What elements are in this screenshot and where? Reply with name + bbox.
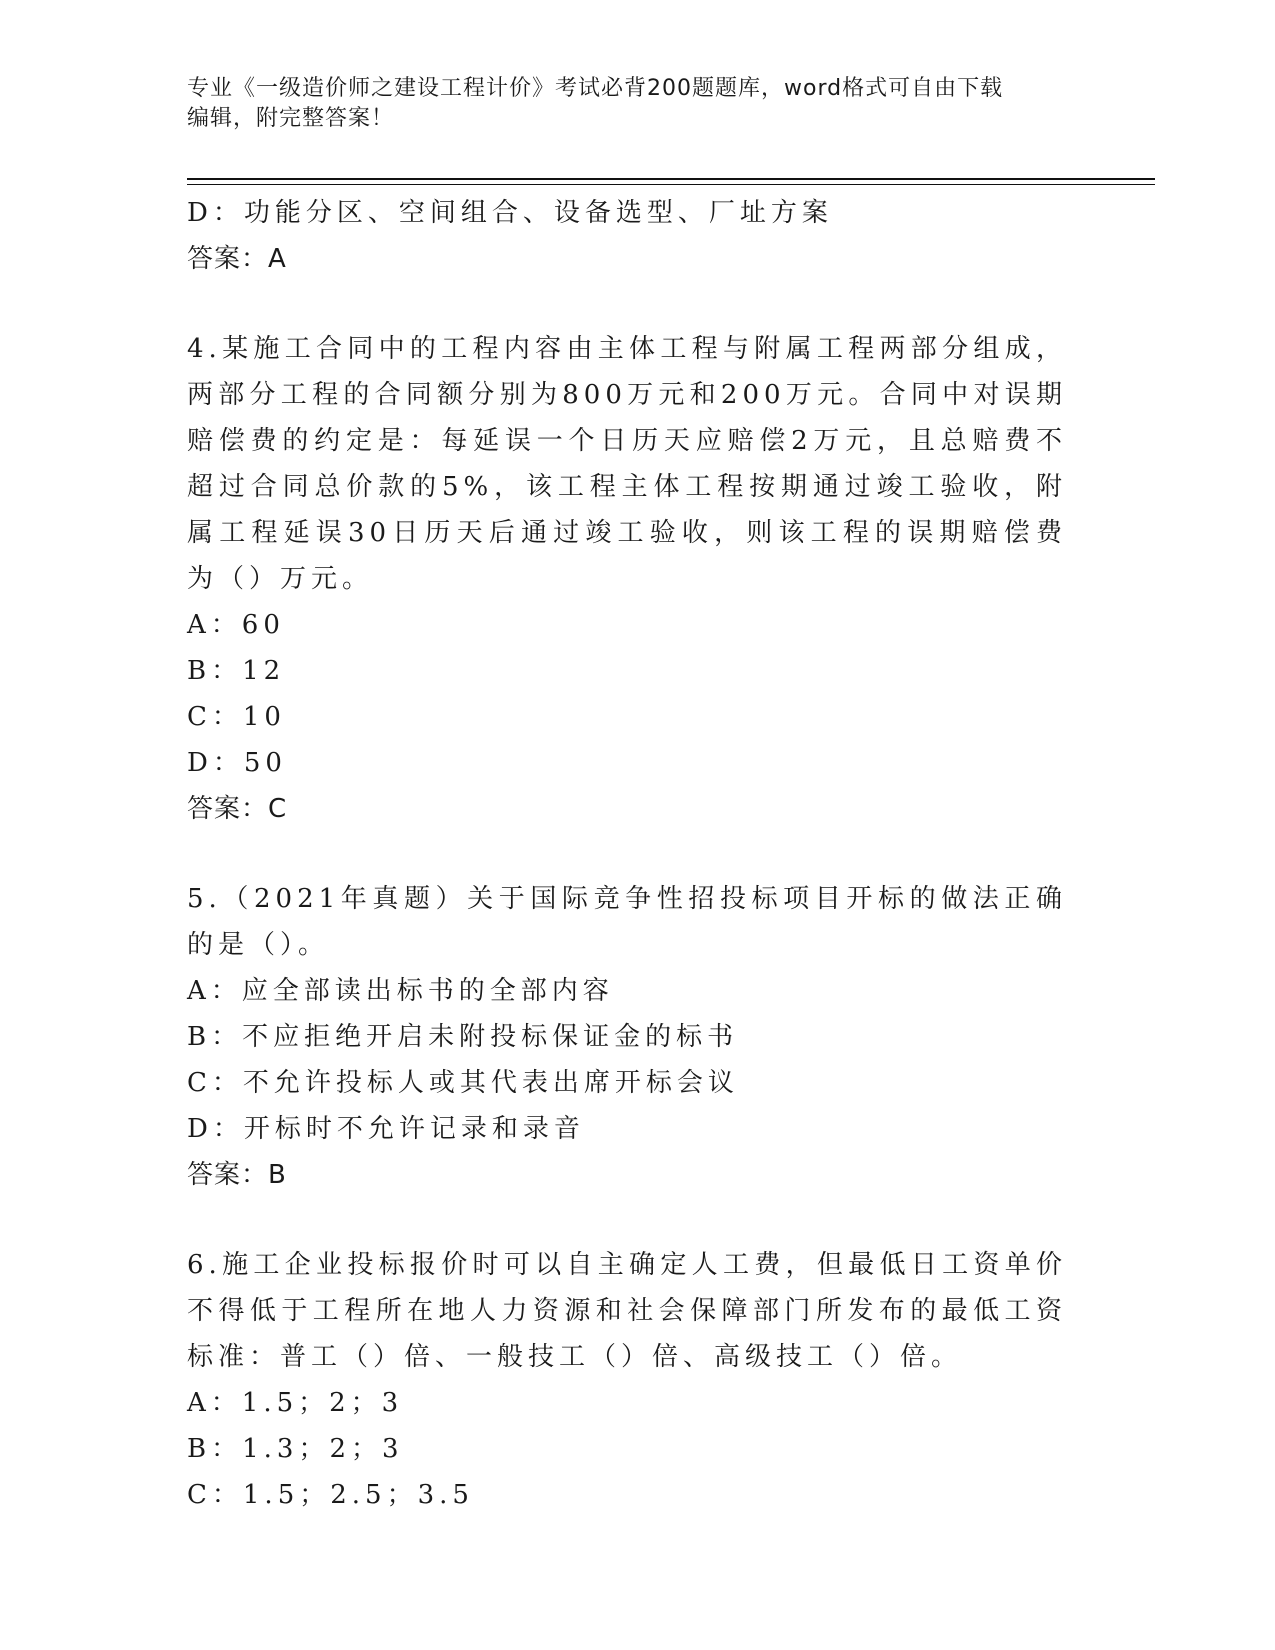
option-a: A：应全部读出标书的全部内容 <box>187 976 614 1006</box>
question-4 <box>187 326 1067 832</box>
question-3-continued <box>187 190 1067 282</box>
question-stem: 6.施工企业投标报价时可以自主确定人工费，但最低日工资单价不得低于工程所在地人力资源和社会保障部门所发布的最低工资标准：普工（）倍、一般技工（）倍、高级技工（）倍。 <box>187 1250 1067 1372</box>
option-c: C：不允许投标人或其代表出席开标会议 <box>187 1068 739 1098</box>
option-a: A：1.5；2；3 <box>187 1388 404 1418</box>
option-a: A：60 <box>187 610 285 640</box>
option-b: B：1.3；2；3 <box>187 1434 404 1464</box>
answer-line: 答案：B <box>187 1160 287 1190</box>
header-divider-thin <box>187 184 1155 185</box>
answer-line: 答案：A <box>187 244 287 274</box>
option-c: C：10 <box>187 702 286 732</box>
question-5 <box>187 876 1067 1198</box>
option-b: B：12 <box>187 656 286 686</box>
question-6 <box>187 1242 1067 1518</box>
question-stem: 4.某施工合同中的工程内容由主体工程与附属工程两部分组成，两部分工程的合同额分别为800万元和200万元。合同中对误期赔偿费的约定是：每延误一个日历天应赔偿2万元，且总赔费不超过合同总价款的5%，该工程主体工程按期通过竣工验收，附属工程延误30日历天后通过竣工验收，则该工程的误期赔偿费为（）万元。 <box>187 334 1067 594</box>
question-stem: 5.（2021年真题）关于国际竞争性招投标项目开标的做法正确的是（）。 <box>187 884 1067 960</box>
option-d: D：开标时不允许记录和录音 <box>187 1114 585 1144</box>
option-d: D：50 <box>187 748 287 778</box>
document-header <box>187 74 1067 134</box>
option-d: D：功能分区、空间组合、设备选型、厂址方案 <box>187 198 833 228</box>
option-c: C：1.5；2.5；3.5 <box>187 1480 474 1510</box>
header-divider-thick <box>187 178 1155 180</box>
answer-line: 答案：C <box>187 794 288 824</box>
header-line-2: 编辑，附完整答案！ <box>187 106 395 131</box>
option-b: B：不应拒绝开启未附投标保证金的标书 <box>187 1022 739 1052</box>
document-body <box>187 190 1067 1518</box>
header-line-1: 专业《一级造价师之建设工程计价》考试必背200题题库，word格式可自由下载 <box>187 76 1004 101</box>
